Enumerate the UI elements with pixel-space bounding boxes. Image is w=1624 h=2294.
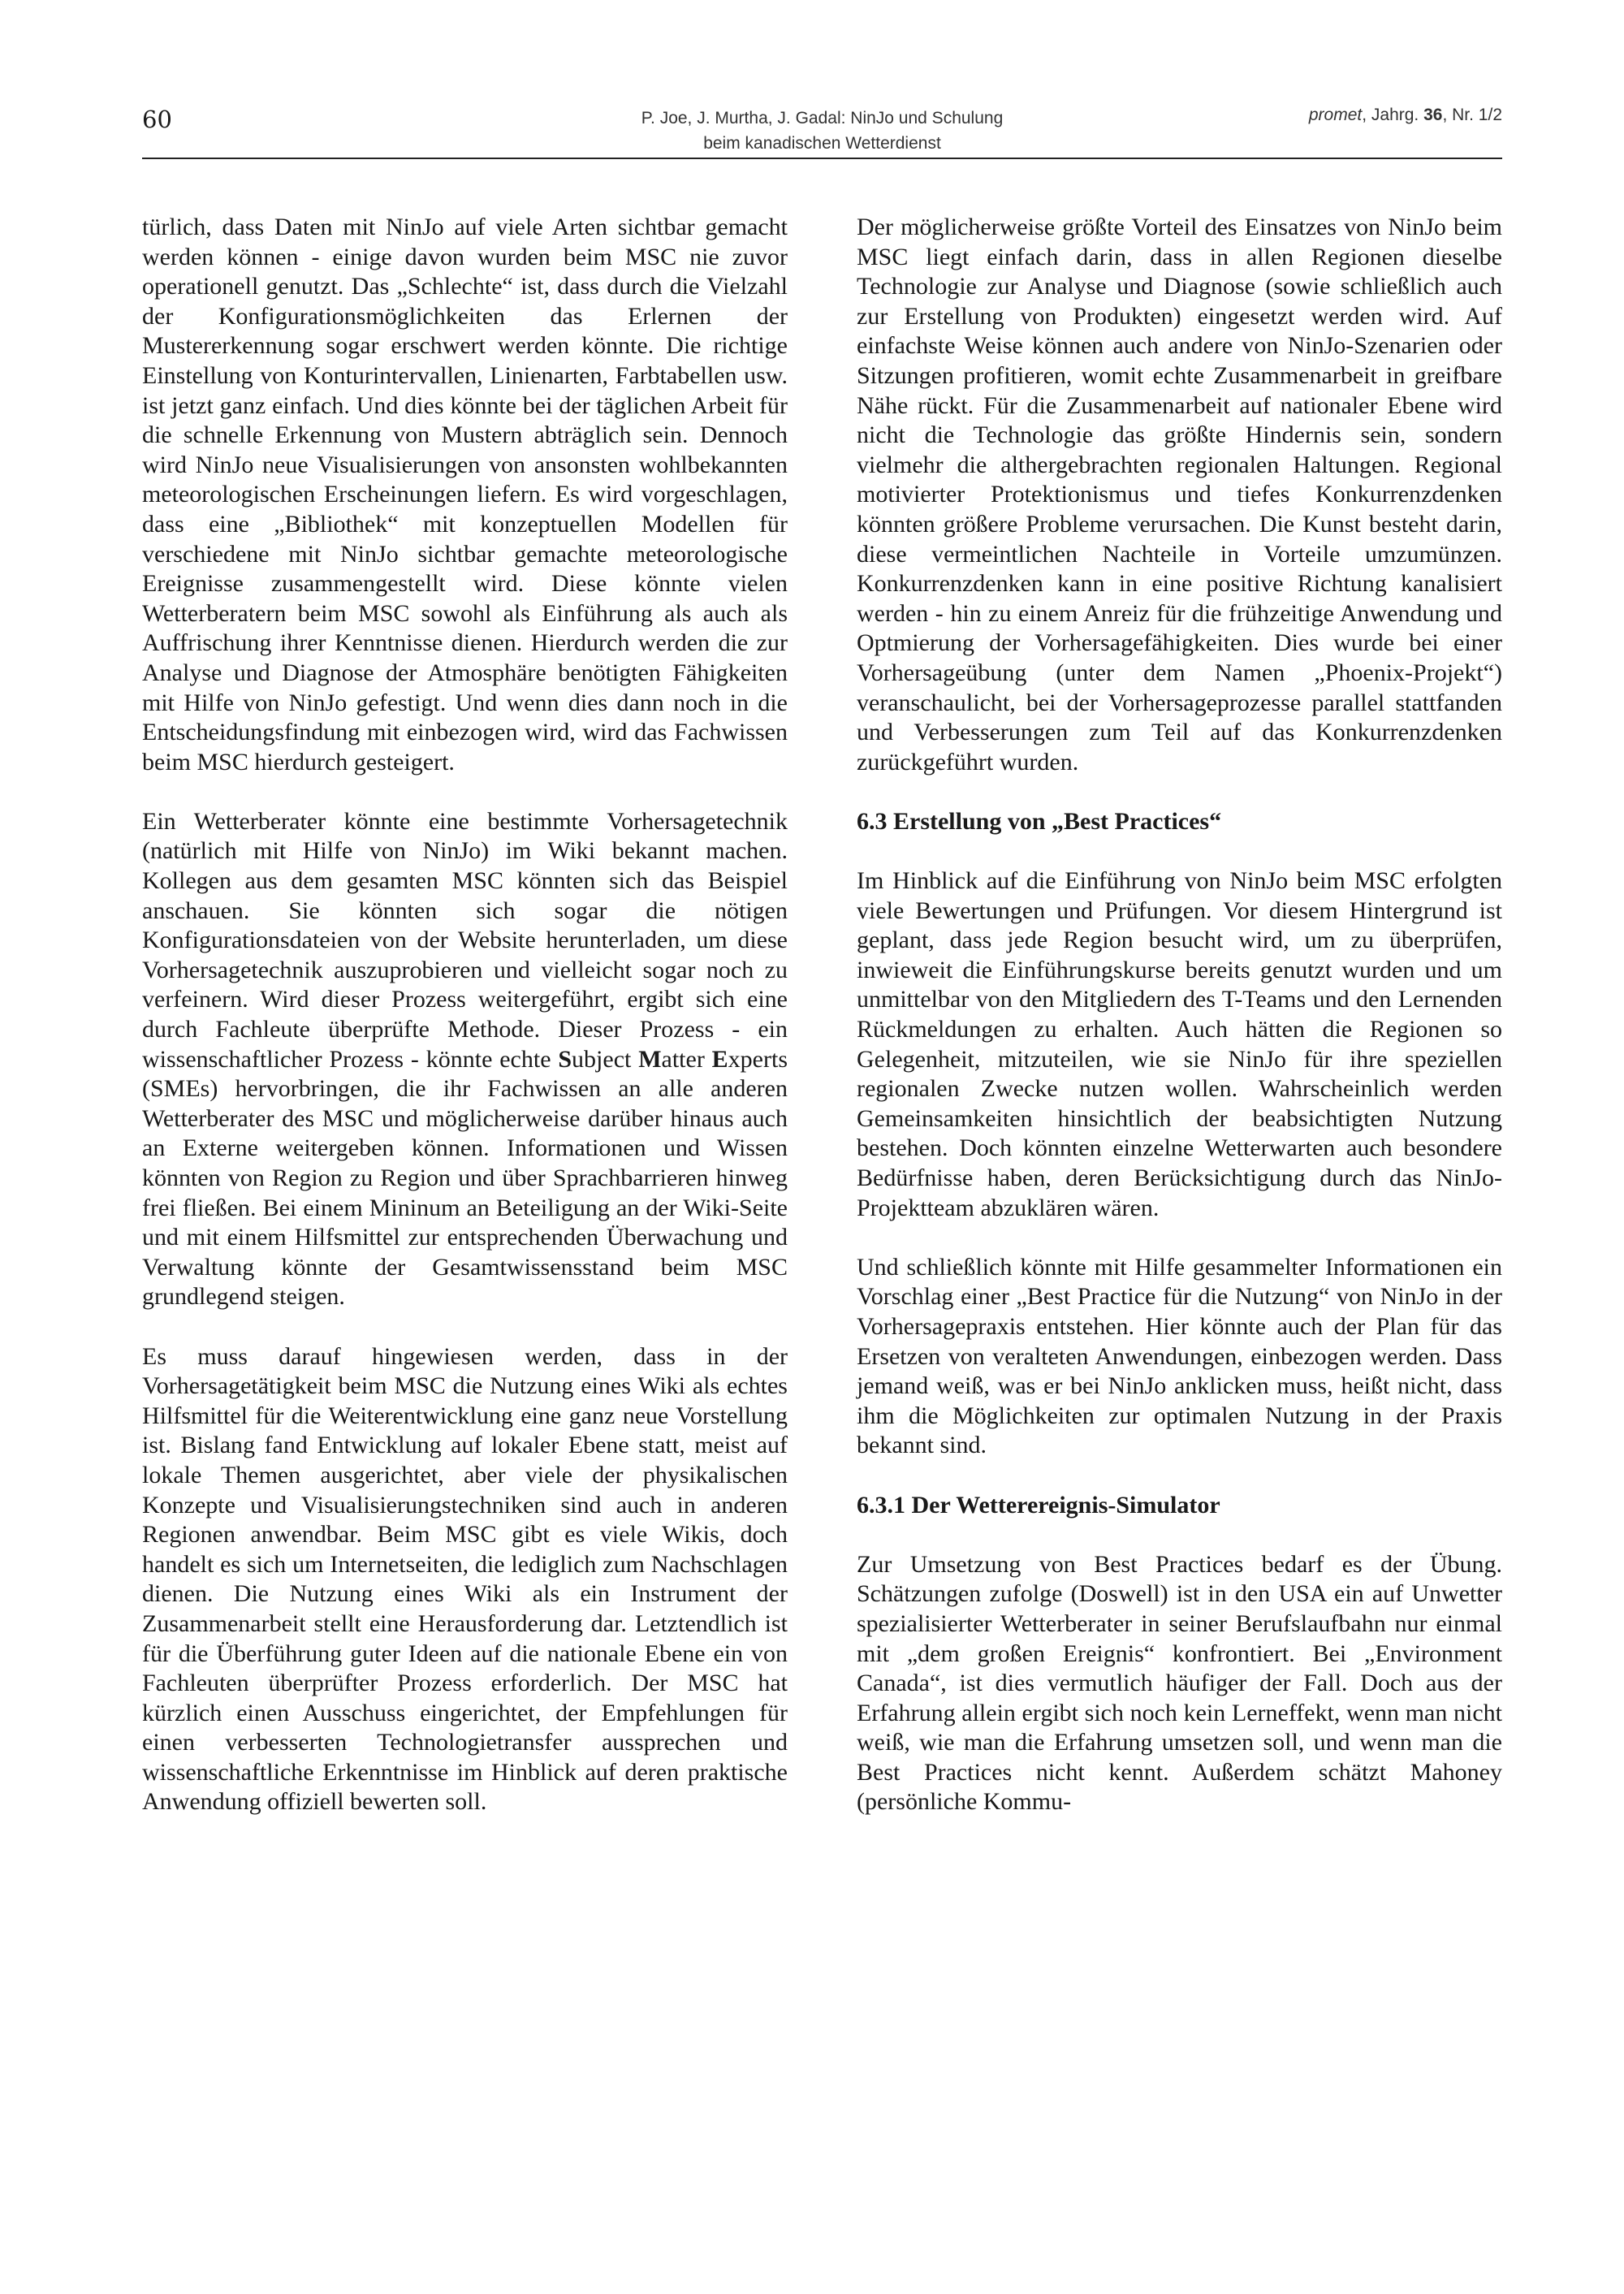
word-ubject: ubject — [572, 1045, 639, 1073]
initial-e: E — [711, 1045, 728, 1073]
left-column — [142, 213, 788, 1817]
right-paragraph-3: Und schließlich könnte mit Hilfe gesammelter Informationen ein Vorschlag einer „Best Practice für die Nutzung“ von NinJo in der Vorhersagepraxis entstehen. Hier könnte auch der Plan für das Ersetzen von veralteten Anwendungen, einbezogen werden. Dass jemand weiß, was er bei NinJo anklicken muss, heißt nicht, dass ihm die Möglichkeiten zur optimalen Nutzung in der Praxis bekannt sind. — [857, 1253, 1502, 1459]
page-header — [142, 106, 1502, 154]
left-paragraph-2-part-a: Ein Wetterberater könnte eine bestimmte Vorhersagetechnik (natürlich mit Hilfe von NinJo) im Wiki bekannt machen. Kollegen aus dem gesamten MSC könnten sich das Beispiel anschauen. Sie könnten sich sogar die nötigen Konfigurationsdateien von der Website herunterladen, um diese Vorhersagetechnik auszuprobieren und vielleicht sogar noch zu verfeinern. Wird dieser Prozess weitergeführt, ergibt sich eine durch Fachleute überprüfte Methode. Dieser Prozess - ein wissenschaftlicher Prozess - könnte echte — [142, 807, 788, 1073]
header-rule — [142, 158, 1502, 159]
running-title-line-1: P. Joe, J. Murtha, J. Gadal: NinJo und Schulung — [641, 109, 1004, 127]
left-paragraph-1: türlich, dass Daten mit NinJo auf viele Arten sichtbar gemacht werden können - einige davon wurden beim MSC nie zuvor operationell genutzt. Das „Schlechte“ ist, dass durch die Vielzahl der Konfigurationsmöglichkeiten das Erlernen der Mustererkennung sogar erschwert werden könnte. Die richtige Einstellung von Konturintervallen, Linienarten, Farbtabellen usw. ist jetzt ganz einfach. Und dies könnte bei der täglichen Arbeit für die schnelle Erkennung von Mustern abträglich sein. Dennoch wird NinJo neue Visualisierungen von ansonsten wohlbekannten meteorologischen Erscheinungen liefern. Es wird vorgeschlagen, dass eine „Bibliothek“ mit konzeptuellen Modellen für verschiedene mit NinJo sichtbar gemachte meteorologische Ereignisse zusammengestellt wird. Diese könnte vielen Wetterberatern beim MSC sowohl als Einführung als auch als Auffrischung ihrer Kenntnisse dienen. Hierdurch werden die zur Analyse und Diagnose der Atmosphäre benötigten Fähigkeiten mit Hilfe von NinJo gefestigt. Und wenn dies dann noch in die Entscheidungsfindung mit einbezogen wird, wird das Fachwissen beim MSC hierdurch gesteigert. — [142, 214, 788, 775]
running-title — [142, 106, 1502, 156]
journal-reference — [1309, 106, 1502, 125]
left-paragraph-3: Es muss darauf hingewiesen werden, dass in der Vorhersagetätigkeit beim MSC die Nutzung eines Wiki als echtes Hilfsmittel für die Weiterentwicklung eine ganz neue Vorstellung ist. Bislang fand Entwicklung auf lokaler Ebene statt, meist auf lokale Themen ausgerichtet, aber viele der physikalischen Konzepte und Visualisierungstechniken sind auch in anderen Regionen anwendbar. Beim MSC gibt es viele Wikis, doch handelt es sich um Internetseiten, die lediglich zum Nachschlagen dienen. Die Nutzung eines Wiki als ein Instrument der Zusammenarbeit stellt eine Herausforderung dar. Letztendlich ist für die Überführung guter Ideen auf die nationale Ebene ein von Fachleuten überprüfter Prozess erforderlich. Der MSC hat kürzlich einen Ausschuss eingerichtet, der Empfehlungen für einen verbesserten Technologietransfer aussprechen und wissenschaftliche Erkenntnisse im Hinblick auf deren praktische Anwendung offiziell bewerten soll. — [142, 1342, 788, 1816]
word-atter: atter — [661, 1045, 712, 1073]
initial-s: S — [558, 1045, 572, 1073]
initial-m: M — [638, 1045, 662, 1073]
section-heading-6-3: 6.3 Erstellung von „Best Practices“ — [857, 807, 1222, 835]
right-column — [857, 213, 1502, 1817]
right-paragraph-4: Zur Umsetzung von Best Practices bedarf es der Übung. Schätzungen zufolge (Doswell) ist in den USA ein auf Unwetter spezialisierter Wetterberater in seiner Berufslaufbahn nur einmal mit „dem großen Ereignis“ konfrontiert. Bei „Environment Canada“, ist dies vermutlich häufiger der Fall. Doch aus der Erfahrung allein ergibt sich noch kein Lerneffekt, wenn man nicht weiß, wie man die Erfahrung umsetzen soll, und wenn man die Best Practices nicht kennt. Außerdem schätzt Mahoney (persönliche Kommu- — [857, 1550, 1502, 1816]
right-paragraph-2: Im Hinblick auf die Einführung von NinJo beim MSC erfolgten viele Bewertungen und Prüfungen. Vor diesem Hintergrund ist geplant, dass jede Region besucht wird, um zu überprüfen, inwieweit die Einführungskurse bereits genutzt wurden und um unmittelbar von den Mitgliedern des T-Teams und den Lernenden Rückmeldungen zu erhalten. Auch hätten die Regionen so Gelegenheit, mitzuteilen, wie sie NinJo für ihre speziellen regionalen Zwecke nutzen wollen. Wahrscheinlich werden Gemeinsamkeiten hinsichtlich der beabsichtigten Nutzung bestehen. Doch könnten einzelne Wetterwarten auch besondere Bedürfnisse haben, deren Berücksichtigung durch das NinJo-Projektteam abzuklären wären. — [857, 867, 1502, 1221]
section-heading-6-3-1: 6.3.1 Der Wetterereignis-Simulator — [857, 1491, 1220, 1519]
left-paragraph-2-part-b: xperts (SMEs) hervorbringen, die ihr Fachwissen an alle anderen Wetterberater des MSC und möglicherweise darüber hinaus auch an Externe weitergeben können. Informationen und Wissen könnten von Region zu Region und über Sprachbarrieren hinweg frei fließen. Bei einem Mininum an Beteiligung an der Wiki-Seite und mit einem Hilfsmittel zur entsprechenden Überwachung und Verwaltung könnte der Gesamtwissensstand beim MSC grundlegend steigen. — [142, 1045, 788, 1311]
journal-name: promet — [1308, 106, 1363, 124]
left-paragraph-2 — [142, 807, 788, 1312]
journal-issue: , Nr. 1/2 — [1442, 106, 1502, 124]
running-title-line-2: beim kanadischen Wetterdienst — [703, 134, 941, 153]
right-paragraph-1: Der möglicherweise größte Vorteil des Einsatzes von NinJo beim MSC liegt einfach darin, dass in allen Regionen dieselbe Technologie zur Analyse und Diagnose (sowie schließlich auch zur Erstellung von Produkten) eingesetzt werden wird. Auf einfachste Weise können auch andere von NinJo-Szenarien oder Sitzungen profitieren, womit echte Zusammenarbeit in greifbare Nähe rückt. Für die Zusammenarbeit auf nationaler Ebene wird nicht die Technologie das größte Hindernis sein, sondern vielmehr die althergebrachten regionalen Haltungen. Regional motivierter Protektionismus und tiefes Konkurrenzdenken könnten größere Probleme verursachen. Die Kunst besteht darin, diese vermeintlichen Nachteile in Vorteile umzumünzen. Konkurrenzdenken kann in eine positive Richtung kanalisiert werden - hin zu einem Anreiz für die frühzeitige Anwendung und Optmierung der Vorhersagefähigkeiten. Dies wurde bei einer Vorhersageübung (unter dem Namen „Phoenix-Projekt“) veranschaulicht, bei der Vorhersageprozesse parallel stattfanden und Verbesserungen zum Teil auf das Konkurrenzdenken zurückgeführt wurden. — [857, 214, 1502, 775]
journal-jahrg: , Jahrg. — [1362, 106, 1424, 124]
journal-volume: 36 — [1423, 106, 1443, 124]
page-number: 60 — [142, 106, 172, 133]
